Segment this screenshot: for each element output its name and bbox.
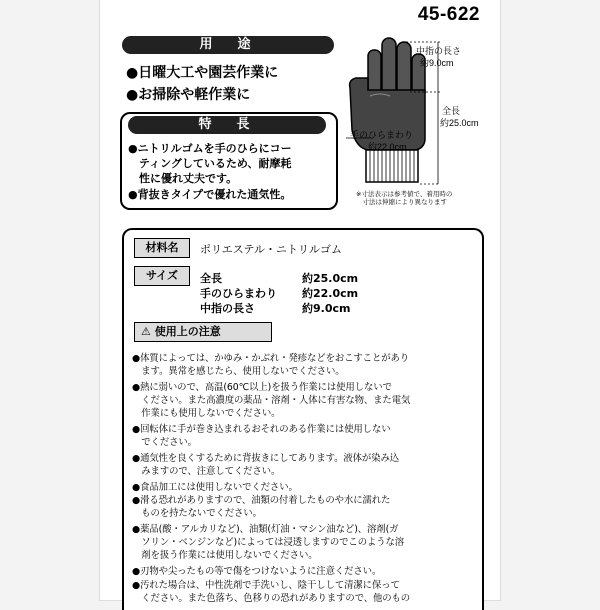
length-label: 全長 xyxy=(442,106,461,116)
caution-line: でください。 xyxy=(132,437,197,448)
feature-line: ●ニトリルゴムを手のひらにコー xyxy=(128,142,292,155)
material-value: ポリエステル・ニトリルゴム xyxy=(200,243,343,256)
usage-item: ●日曜大工や園芸作業に xyxy=(126,65,279,81)
caution-line: ●回転体に手が巻き込まれるおそれのある作業には使用しない xyxy=(132,424,391,435)
size-value: 約22.0cm xyxy=(302,287,359,300)
note-line: ※寸法表示は参考値で、着用時の xyxy=(356,190,453,198)
feature-line: ●背抜きタイプで優れた通気性。 xyxy=(128,188,292,201)
glove-illustration xyxy=(340,30,490,190)
caution-line: ●通気性を良くするために背抜きにしてあります。液体が染み込 xyxy=(132,453,400,464)
caution-line: ●刃物や尖ったもの等で傷をつけないように注意ください。 xyxy=(132,566,382,577)
caution-line: 作業にも使用しないでください。 xyxy=(132,408,281,419)
caution-line: ●熱に弱いので、高温(60℃以上)を扱う作業には使用しないで xyxy=(132,382,392,393)
caution-line: ●食品加工には使用しないでください。 xyxy=(132,482,298,493)
palm-value: 約22.0cm xyxy=(368,142,407,152)
caution-line: 剤を扱う作業には使用しないでください。 xyxy=(132,550,318,561)
material-label: 材料名 xyxy=(134,238,190,258)
size-value: 約9.0cm xyxy=(302,302,351,315)
feature-line: ティングしているため、耐摩耗 xyxy=(128,157,292,170)
feature-line: 性に優れ丈夫です。 xyxy=(128,172,238,185)
caution-line: ●薬品(酸・アルカリなど)、油類(灯油・マシン油など)、溶剤(ガ xyxy=(132,524,399,535)
caution-line: ●体質によっては、かゆみ・かぶれ・発疹などをおこすことがあり xyxy=(132,353,410,364)
size-label: サイズ xyxy=(134,266,190,286)
caution-line: ●汚れた場合は、中性洗剤で手洗いし、陰干しして清潔に保って xyxy=(132,580,400,591)
caution-header: ⚠ 使用上の注意 xyxy=(134,322,272,342)
caution-line: ます。異常を感じたら、使用しないでください。 xyxy=(132,366,345,377)
caution-line: みますので、注意してください。 xyxy=(132,466,281,477)
features-header: 特 長 xyxy=(128,116,326,134)
dimension-note xyxy=(356,190,452,206)
middle-finger-label: 中指の長さ xyxy=(416,46,462,56)
caution-line: ●滑る恐れがありますので、油類の付着したものや水に濡れた xyxy=(132,495,391,506)
caution-line: ください。また色落ち、色移りの恐れがありますので、他のもの xyxy=(132,593,411,604)
middle-finger-value: 約9.0cm xyxy=(420,58,454,68)
product-code: 45-622 xyxy=(417,4,480,25)
length-value: 約25.0cm xyxy=(440,118,479,128)
caution-line: ください。また高濃度の薬品・溶剤・人体に有害な物、また電気 xyxy=(132,395,411,406)
caution-line: ものを持たないでください。 xyxy=(132,508,262,519)
spec-panel xyxy=(122,228,484,610)
size-name: 中指の長さ xyxy=(200,302,255,315)
size-name: 全長 xyxy=(200,272,222,285)
note-line: 寸法は伸縮により異なります xyxy=(356,198,447,206)
usage-header: 用 途 xyxy=(122,36,334,54)
size-value: 約25.0cm xyxy=(302,272,359,285)
usage-item: ●お掃除や軽作業に xyxy=(126,87,251,103)
size-name: 手のひらまわり xyxy=(200,287,277,300)
palm-label: 手のひらまわり xyxy=(350,130,414,140)
caution-line: ソリン・ベンジンなど)によっては浸透しますのでこのような溶 xyxy=(132,537,405,548)
